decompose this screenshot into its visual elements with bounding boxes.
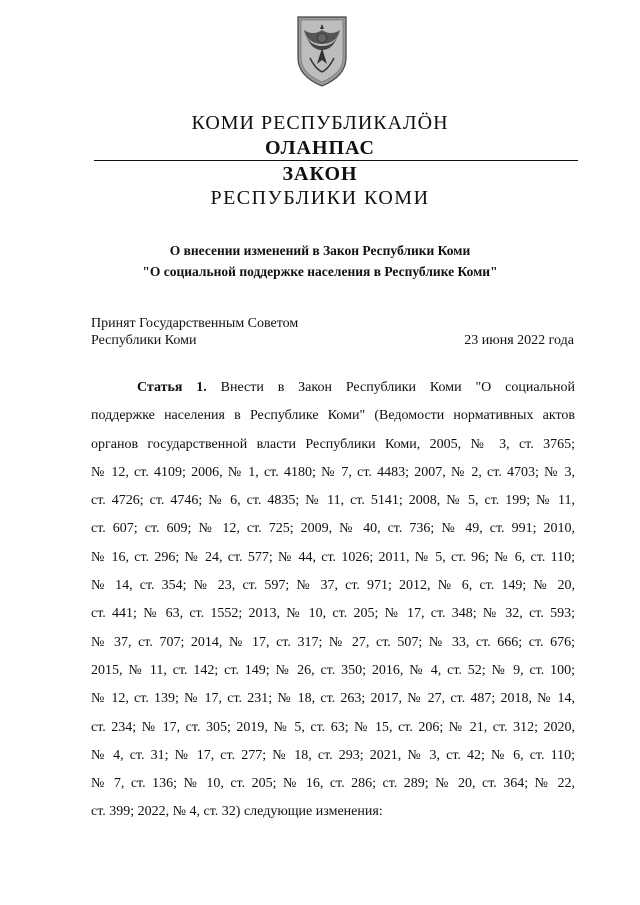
adoption-date: 23 июня 2022 года: [464, 333, 574, 348]
article-line: № 7, ст. 136; № 10, ст. 205; № 16, ст. 286; ст. 289; № 20, ст. 364; № 22,: [91, 776, 575, 792]
article-label: Статья 1.: [137, 380, 207, 395]
coat-of-arms-emblem: [294, 14, 350, 88]
article-line: органов государственной власти Республики Коми, 2005, № 3, ст. 3765;: [91, 436, 575, 452]
article-line: № 12, ст. 4109; 2006, № 1, ст. 4180; № 7, ст. 4483; 2007, № 2, ст. 4703; № 3,: [91, 464, 575, 480]
article-line: ст. 607; ст. 609; № 12, ст. 725; 2009, № 40, ст. 736; № 49, ст. 991; 2010,: [91, 521, 575, 537]
header-komi-line: КОМИ РЕСПУБЛИКАЛӦН: [191, 112, 449, 134]
article-line: ст. 399; 2022, № 4, ст. 32) следующие изменения:: [91, 804, 383, 820]
law-title-line-2: "О социальной поддержке населения в Республике Коми": [142, 264, 498, 279]
article-line: Статья 1. Внести в Закон Республики Коми "О социальной: [137, 380, 576, 395]
adoption-line-1: Принят Государственным Советом: [91, 316, 299, 331]
article-line: ст. 441; № 63, ст. 1552; 2013, № 10, ст. 205; № 17, ст. 348; № 32, ст. 593;: [91, 606, 575, 622]
law-title-line-1: О внесении изменений в Закон Республики Коми: [169, 243, 471, 258]
article-line: № 37, ст. 707; 2014, № 17, ст. 317; № 27, ст. 507; № 33, ст. 666; ст. 676;: [91, 634, 575, 650]
adoption-line-2: Республики Коми: [91, 333, 197, 348]
header-divider: [94, 160, 578, 161]
article-1: [91, 378, 575, 831]
article-line: № 16, ст. 296; № 24, ст. 577; № 44, ст. 1026; 2011, № 5, ст. 96; № 6, ст. 110;: [91, 549, 575, 565]
header-republic: РЕСПУБЛИКИ КОМИ: [210, 187, 430, 209]
article-line: поддержке населения в Республике Коми" (Ведомости нормативных актов: [91, 408, 575, 424]
header-zakon: ЗАКОН: [282, 163, 358, 185]
article-line: ст. 4726; ст. 4746; № 6, ст. 4835; № 11, ст. 5141; 2008, № 5, ст. 199; № 11,: [91, 493, 575, 509]
article-line: № 4, ст. 31; № 17, ст. 277; № 18, ст. 293; 2021, № 3, ст. 42; № 6, ст. 110;: [91, 747, 575, 763]
article-line: № 14, ст. 354; № 23, ст. 597; № 37, ст. 971; 2012, № 6, ст. 149; № 20,: [91, 578, 575, 594]
article-line: ст. 234; № 17, ст. 305; 2019, № 5, ст. 63; № 15, ст. 206; № 21, ст. 312; 2020,: [91, 719, 575, 735]
article-line: № 12, ст. 139; № 17, ст. 231; № 18, ст. 263; 2017, № 27, ст. 487; 2018, № 14,: [91, 691, 575, 707]
header-olanpas: ОЛАНПАС: [265, 137, 375, 159]
article-line: 2015, № 11, ст. 142; ст. 149; № 26, ст. 350; 2016, № 4, ст. 52; № 9, ст. 100;: [91, 662, 575, 678]
